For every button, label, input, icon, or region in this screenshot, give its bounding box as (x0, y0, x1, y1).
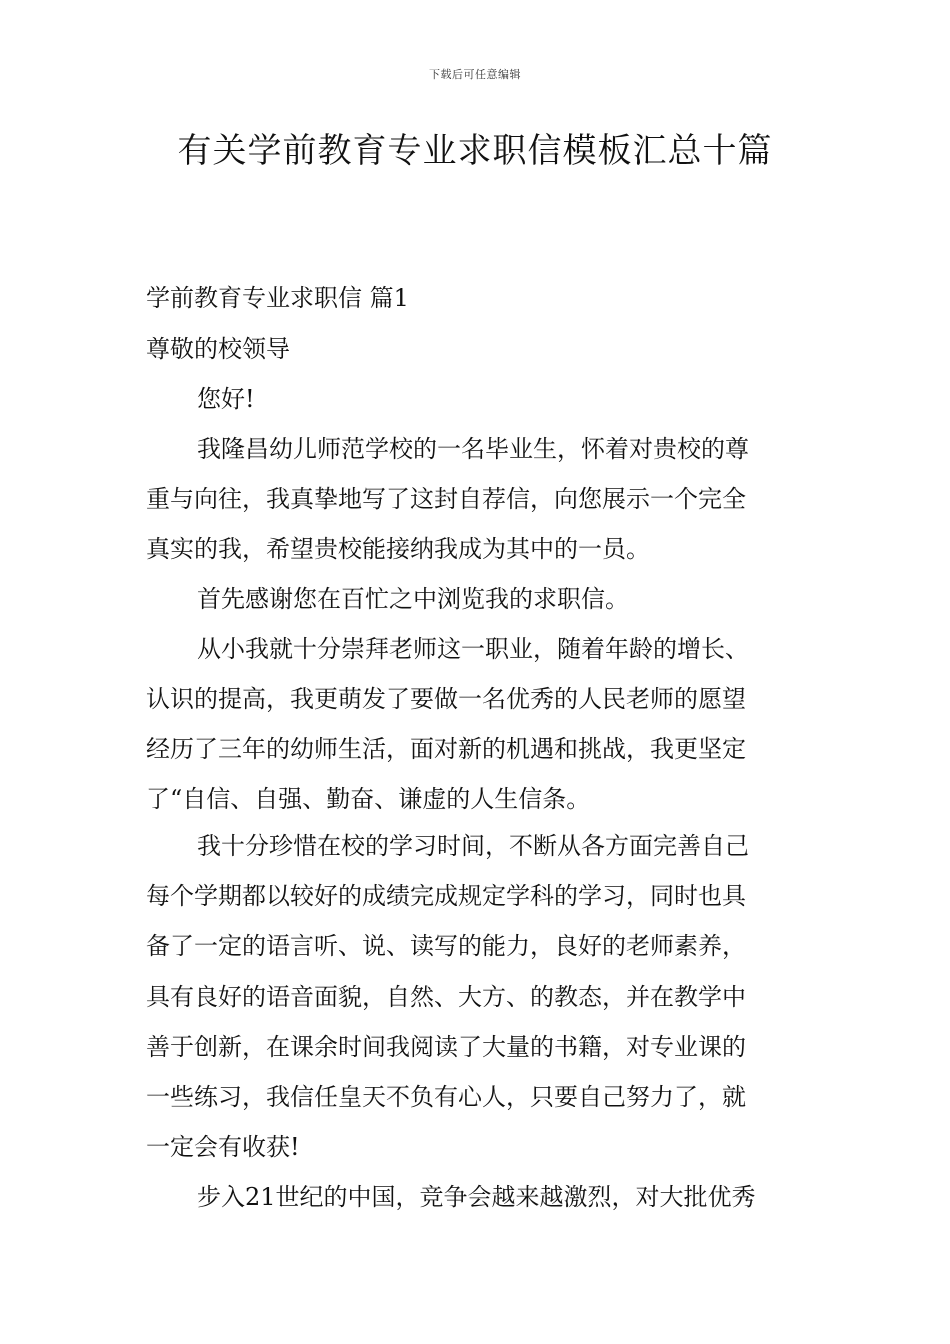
paragraph-line: 认识的提高，我更萌发了要做一名优秀的人民老师的愿望 (146, 685, 746, 713)
paragraph-line: 一些练习，我信任皇天不负有心人，只要自己努力了，就 (146, 1083, 746, 1111)
paragraph-line: 善于创新，在课余时间我阅读了大量的书籍，对专业课的 (146, 1033, 746, 1061)
paragraph-line: 我十分珍惜在校的学习时间，不断从各方面完善自己 (197, 832, 749, 860)
paragraph-line: 我隆昌幼儿师范学校的一名毕业生，怀着对贵校的尊 (197, 435, 749, 463)
paragraph-line: 备了一定的语言听、说、读写的能力，良好的老师素养， (146, 932, 746, 960)
paragraph-line: 了“自信、自强、勤奋、谦虚的人生信条。 (146, 785, 591, 813)
paragraph-line: 首先感谢您在百忙之中浏览我的求职信。 (197, 585, 629, 613)
paragraph-line: 经历了三年的幼师生活，面对新的机遇和挑战，我更坚定 (146, 735, 746, 763)
salutation: 尊敬的校领导 (146, 335, 290, 363)
greeting: 您好! (197, 385, 255, 413)
paragraph-line: 步入21世纪的中国，竞争会越来越激烈，对大批优秀 (197, 1183, 756, 1211)
paragraph-line: 每个学期都以较好的成绩完成规定学科的学习，同时也具 (146, 882, 746, 910)
section-heading: 学前教育专业求职信 篇1 (146, 284, 409, 312)
paragraph-line: 具有良好的语音面貌，自然、大方、的教态，并在教学中 (146, 983, 746, 1011)
paragraph-line: 重与向往，我真挚地写了这封自荐信，向您展示一个完全 (146, 485, 746, 513)
document-title: 有关学前教育专业求职信模板汇总十篇 (177, 131, 773, 171)
paragraph-line: 真实的我，希望贵校能接纳我成为其中的一员。 (146, 535, 650, 563)
paragraph-line: 一定会有收获! (146, 1133, 300, 1161)
paragraph-line: 从小我就十分崇拜老师这一职业，随着年龄的增长、 (197, 635, 749, 663)
header-note: 下载后可任意编辑 (429, 68, 521, 81)
